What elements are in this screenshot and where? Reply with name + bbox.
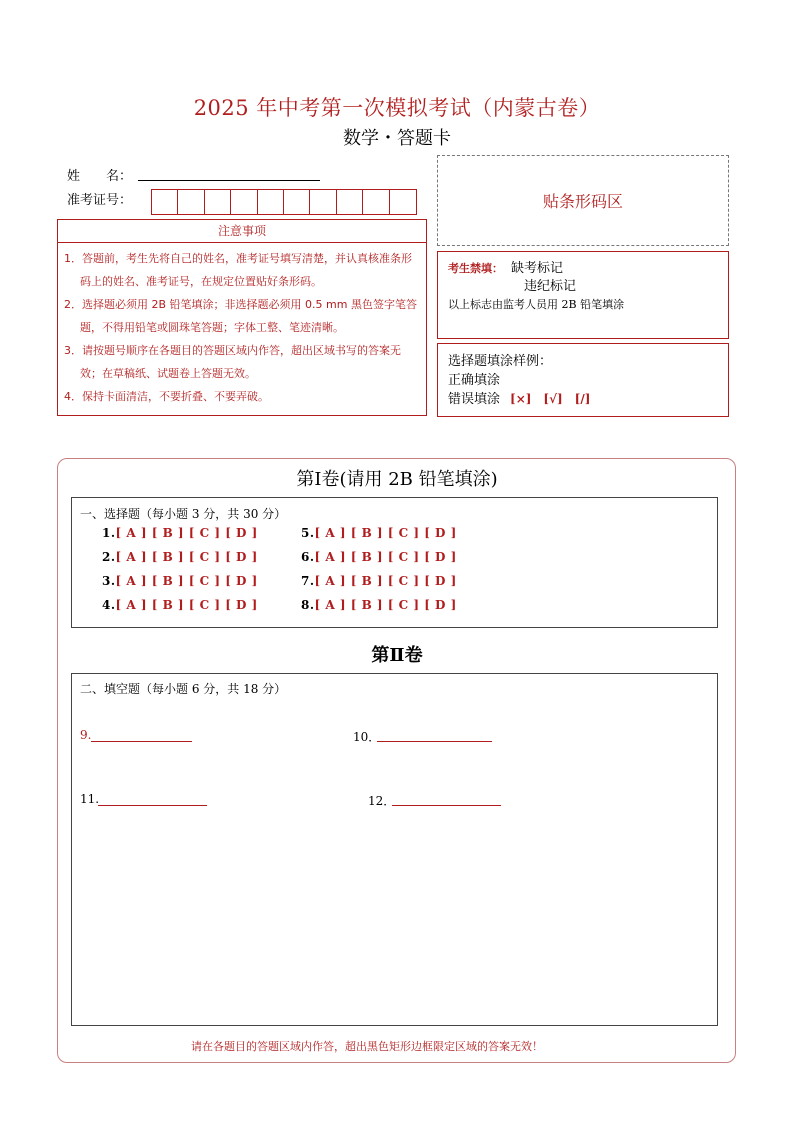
- id-digit-box[interactable]: [390, 190, 416, 214]
- barcode-area: [437, 155, 729, 246]
- id-digit-box[interactable]: [258, 190, 284, 214]
- fill-sample-box: [437, 343, 729, 417]
- mc-question-4[interactable]: 4.[ A ] [ B ] [ C ] [ D ]: [102, 598, 258, 612]
- blank-10-field[interactable]: [377, 741, 492, 742]
- id-digit-box[interactable]: [310, 190, 336, 214]
- mc-question-8[interactable]: 8.[ A ] [ B ] [ C ] [ D ]: [301, 598, 457, 612]
- mc-question-2[interactable]: 2.[ A ] [ B ] [ C ] [ D ]: [102, 550, 258, 564]
- fb-section-label: 二、填空题（每小题 6 分，共 18 分）: [80, 682, 287, 696]
- blank-9-field[interactable]: [91, 741, 192, 742]
- mc-question-5[interactable]: 5.[ A ] [ B ] [ C ] [ D ]: [301, 526, 457, 540]
- violation-mark[interactable]: 违纪标记: [524, 279, 577, 294]
- mc-section-label: 一、选择题（每小题 3 分，共 30 分）: [80, 507, 287, 521]
- notice-item: 4．保持卡面清洁，不要折叠、不要弄破。: [64, 390, 269, 403]
- id-digit-box[interactable]: [363, 190, 389, 214]
- page-title: 2025 年中考第一次模拟考试（内蒙古卷）: [193, 96, 601, 120]
- absent-mark[interactable]: 缺考标记: [511, 261, 564, 276]
- id-digit-box[interactable]: [205, 190, 231, 214]
- id-digit-box[interactable]: [231, 190, 257, 214]
- examiner-note: 以上标志由监考人员用 2B 铅笔填涂: [448, 298, 625, 311]
- notice-item: 3．请按题号顺序在各题目的答题区域内作答，超出区域书写的答案无效；在草稿纸、试题卷上答题无效。: [64, 344, 401, 380]
- mc-question-1[interactable]: 1.[ A ] [ B ] [ C ] [ D ]: [102, 526, 258, 540]
- notice-item: 1．答题前，考生先将自己的姓名，准考证号填写清楚，并认真核准条形码上的姓名、准考证号，在规定位置贴好条形码。: [64, 252, 412, 288]
- sample-title: 选择题填涂样例：: [448, 354, 553, 369]
- id-digit-box[interactable]: [178, 190, 204, 214]
- blank-12-label: 12．: [368, 794, 396, 808]
- mc-question-3[interactable]: 3.[ A ] [ B ] [ C ] [ D ]: [102, 574, 258, 588]
- part2-title: 第Ⅱ卷: [371, 645, 423, 666]
- part1-title: 第Ⅰ卷(请用 2B 铅笔填涂): [296, 469, 498, 490]
- blank-11-label: 11.: [80, 792, 100, 806]
- id-digit-box[interactable]: [284, 190, 310, 214]
- id-digit-box[interactable]: [152, 190, 178, 214]
- sample-wrong: 错误填涂: [448, 392, 501, 407]
- id-label: 准考证号：: [67, 193, 133, 208]
- name-field[interactable]: [138, 180, 320, 181]
- sample-wrong-marks: [×] [√] [/]: [510, 392, 591, 406]
- barcode-label: 贴条形码区: [542, 192, 623, 211]
- mc-question-6[interactable]: 6.[ A ] [ B ] [ C ] [ D ]: [301, 550, 457, 564]
- examiner-only-label: 考生禁填：: [448, 262, 503, 275]
- mc-question-7[interactable]: 7.[ A ] [ B ] [ C ] [ D ]: [301, 574, 457, 588]
- notice-list: [57, 243, 427, 416]
- blank-9-label: 9.: [80, 728, 92, 742]
- id-digit-box[interactable]: [337, 190, 363, 214]
- fill-blank-box: [71, 673, 718, 1026]
- sample-correct: 正确填涂: [448, 373, 501, 388]
- blank-11-field[interactable]: [98, 805, 207, 806]
- notice-title: 注意事项: [57, 219, 427, 243]
- footer-warning: 请在各题目的答题区域内作答，超出黑色矩形边框限定区域的答案无效！: [191, 1040, 543, 1053]
- blank-12-field[interactable]: [392, 805, 501, 806]
- id-number-boxes[interactable]: [151, 189, 417, 215]
- blank-10-label: 10．: [353, 730, 381, 744]
- name-label: 姓 名：: [67, 169, 133, 184]
- examiner-only-box: [437, 251, 729, 339]
- page-subtitle: 数学・答题卡: [343, 128, 451, 149]
- notice-item: 2．选择题必须用 2B 铅笔填涂；非选择题必须用 0.5 mm 黑色签字笔答题，不得用铅笔或圆珠笔答题；字体工整、笔迹清晰。: [64, 298, 417, 334]
